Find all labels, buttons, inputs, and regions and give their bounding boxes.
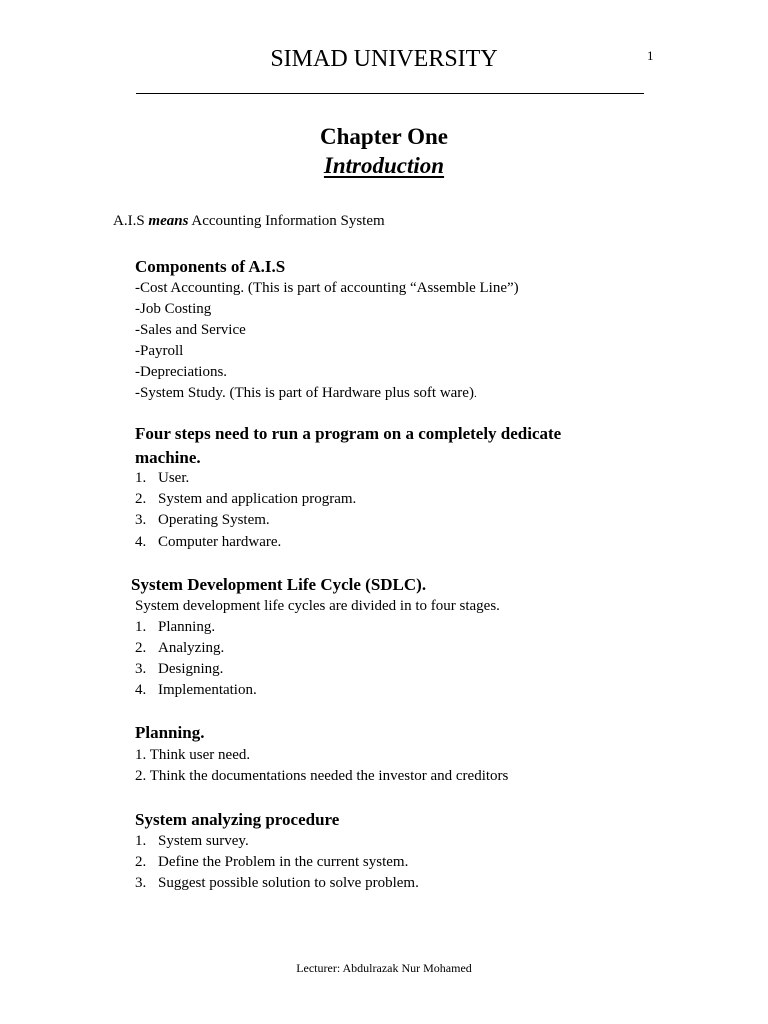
list-number: 2. bbox=[135, 491, 147, 507]
list-item bbox=[135, 875, 419, 892]
list-number: 1. bbox=[135, 833, 147, 849]
list-item: -Payroll bbox=[135, 343, 184, 359]
list-number: 4. bbox=[135, 534, 147, 550]
components-heading: Components of A.I.S bbox=[135, 257, 286, 276]
list-item bbox=[135, 534, 281, 551]
list-item-text: Define the Problem in the current system. bbox=[158, 854, 409, 870]
list-number: 1. bbox=[135, 470, 147, 486]
header-divider bbox=[136, 93, 644, 94]
list-item-text: Planning. bbox=[158, 619, 216, 635]
definition-term: A.I.S bbox=[113, 213, 145, 229]
list-item bbox=[135, 854, 408, 871]
list-number: 2. bbox=[135, 640, 147, 656]
list-item bbox=[135, 512, 270, 529]
list-item bbox=[135, 833, 249, 850]
list-item-suffix: . bbox=[473, 388, 477, 400]
list-number: 3. bbox=[135, 875, 147, 891]
list-item bbox=[135, 640, 224, 657]
ais-definition bbox=[113, 213, 385, 230]
footer-lecturer: Lecturer: Abdulrazak Nur Mohamed bbox=[296, 961, 472, 975]
list-item bbox=[135, 385, 477, 402]
chapter-subtitle: Introduction bbox=[323, 153, 445, 178]
list-number: 2. bbox=[135, 854, 147, 870]
list-item: -Cost Accounting. (This is part of accounting “Assemble Line”) bbox=[135, 280, 519, 296]
list-item-text: -System Study. (This is part of Hardware plus soft ware) bbox=[135, 385, 474, 401]
list-item: -Depreciations. bbox=[135, 364, 228, 380]
list-number: 3. bbox=[135, 512, 147, 528]
list-item bbox=[135, 491, 356, 508]
list-item-text: System and application program. bbox=[158, 491, 357, 507]
list-item-text: Implementation. bbox=[158, 682, 257, 698]
analyzing-heading: System analyzing procedure bbox=[135, 810, 340, 829]
sdlc-intro: System development life cycles are divided in to four stages. bbox=[135, 598, 500, 614]
four-steps-heading: Four steps need to run a program on a completely dedicate bbox=[135, 424, 562, 443]
list-number: 1. bbox=[135, 619, 147, 635]
list-item bbox=[135, 470, 189, 487]
list-number: 4. bbox=[135, 682, 147, 698]
definition-meaning: Accounting Information System bbox=[191, 213, 385, 229]
list-item-text: Suggest possible solution to solve problem. bbox=[158, 875, 419, 891]
list-item-text: User. bbox=[158, 470, 190, 486]
page-number: 1 bbox=[647, 48, 654, 63]
list-item-text: Computer hardware. bbox=[158, 534, 282, 550]
planning-heading: Planning. bbox=[135, 723, 205, 742]
list-item: 2. Think the documentations needed the investor and creditors bbox=[135, 768, 509, 784]
header-title: SIMAD UNIVERSITY bbox=[270, 46, 498, 72]
list-number: 3. bbox=[135, 661, 147, 677]
list-item-text: System survey. bbox=[158, 833, 249, 849]
list-item bbox=[135, 682, 257, 699]
list-item: 1. Think user need. bbox=[135, 747, 251, 763]
list-item bbox=[135, 619, 215, 636]
list-item: -Sales and Service bbox=[135, 322, 246, 338]
list-item-text: Analyzing. bbox=[158, 640, 225, 656]
list-item: -Job Costing bbox=[135, 301, 212, 317]
list-item-text: Operating System. bbox=[158, 512, 270, 528]
list-item bbox=[135, 661, 223, 678]
chapter-title: Chapter One bbox=[320, 124, 448, 149]
list-item-text: Designing. bbox=[158, 661, 224, 677]
four-steps-heading-cont: machine. bbox=[135, 448, 201, 467]
sdlc-heading: System Development Life Cycle (SDLC). bbox=[131, 575, 427, 594]
definition-connector: means bbox=[148, 213, 189, 229]
